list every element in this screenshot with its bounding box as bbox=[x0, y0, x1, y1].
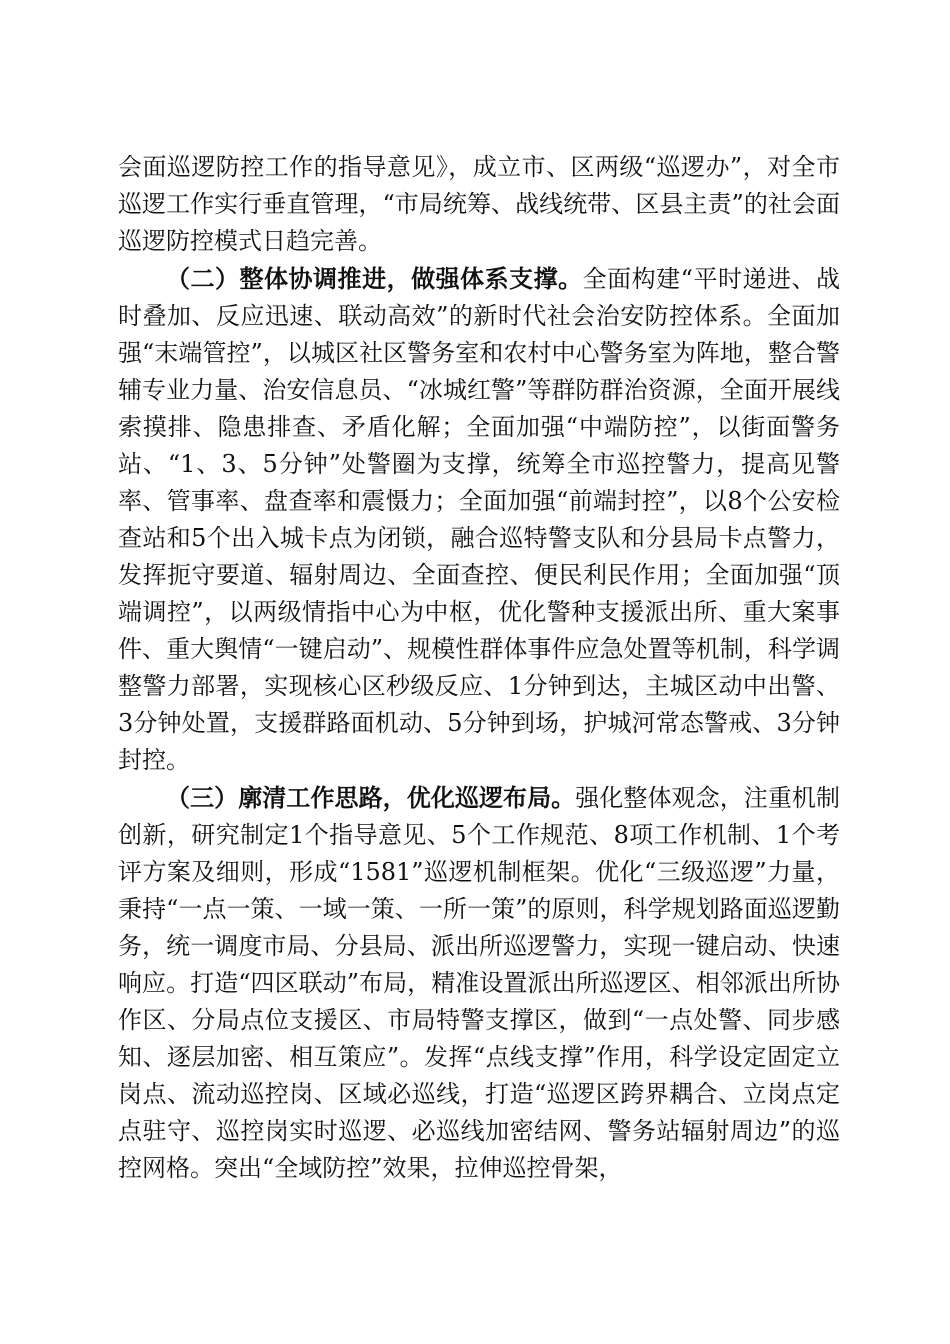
section-heading: （二）整体协调推进，做强体系支撑。 bbox=[166, 264, 583, 293]
paragraph-section-2 bbox=[118, 260, 840, 779]
document-page bbox=[118, 148, 840, 1187]
section-heading: （三）廓清工作思路，优化巡逻布局。 bbox=[166, 783, 576, 812]
paragraph-body: 强化整体观念，注重机制创新，研究制定1个指导意见、5个工作规范、8项工作机制、1个考评方案及细则，形成“1581”巡逻机制框架。优化“三级巡逻”力量，秉持“一点一策、一域一策、一所一策”的原则，科学规划路面巡逻勤务，统一调度市局、分县局、派出所巡逻警力，实现一键启动、快速响应。打造“四区联动”布局，精准设置派出所巡逻区、相邻派出所协作区、分局点位支援区、市局特警支撑区，做到“一点处警、同步感知、逐层加密、相互策应”。发挥“点线支撑”作用，科学设定固定立岗点、流动巡控岗、区域必巡线，打造“巡逻区跨界耦合、立岗点定点驻守、巡控岗实时巡逻、必巡线加密结网、警务站辐射周边”的巡控网格。突出“全域防控”效果，拉伸巡控骨架， bbox=[118, 784, 841, 1182]
paragraph-section-3 bbox=[118, 779, 840, 1187]
paragraph-body: 全面构建“平时递进、战时叠加、反应迅速、联动高效”的新时代社会治安防控体系。全面加强“末端管控”，以城区社区警务室和农村中心警务室为阵地，整合警辅专业力量、治安信息员、“冰城红警”等群防群治资源，全面开展线索摸排、隐患排查、矛盾化解；全面加强“中端防控”，以街面警务站、“1、3、5分钟”处警圈为支撑，统筹全市巡控警力，提高见警率、管事率、盘查率和震慑力；全面加强“前端封控”，以8个公安检查站和5个出入城卡点为闭锁，融合巡特警支队和分县局卡点警力，发挥扼守要道、辐射周边、全面查控、便民利民作用；全面加强“顶端调控”，以两级情指中心为中枢，优化警种支援派出所、重大案事件、重大舆情“一键启动”、规模性群体事件应急处置等机制，科学调整警力部署，实现核心区秒级反应、1分钟到达，主城区动中出警、3分钟处置，支援群路面机动、5分钟到场，护城河常态警戒、3分钟封控。 bbox=[118, 265, 840, 774]
paragraph-body: 会面巡逻防控工作的指导意见》，成立市、区两级“巡逻办”，对全市巡逻工作实行垂直管理，“市局统筹、战线统带、区县主责”的社会面巡逻防控模式日趋完善。 bbox=[118, 153, 840, 255]
paragraph-continuation bbox=[118, 148, 840, 260]
